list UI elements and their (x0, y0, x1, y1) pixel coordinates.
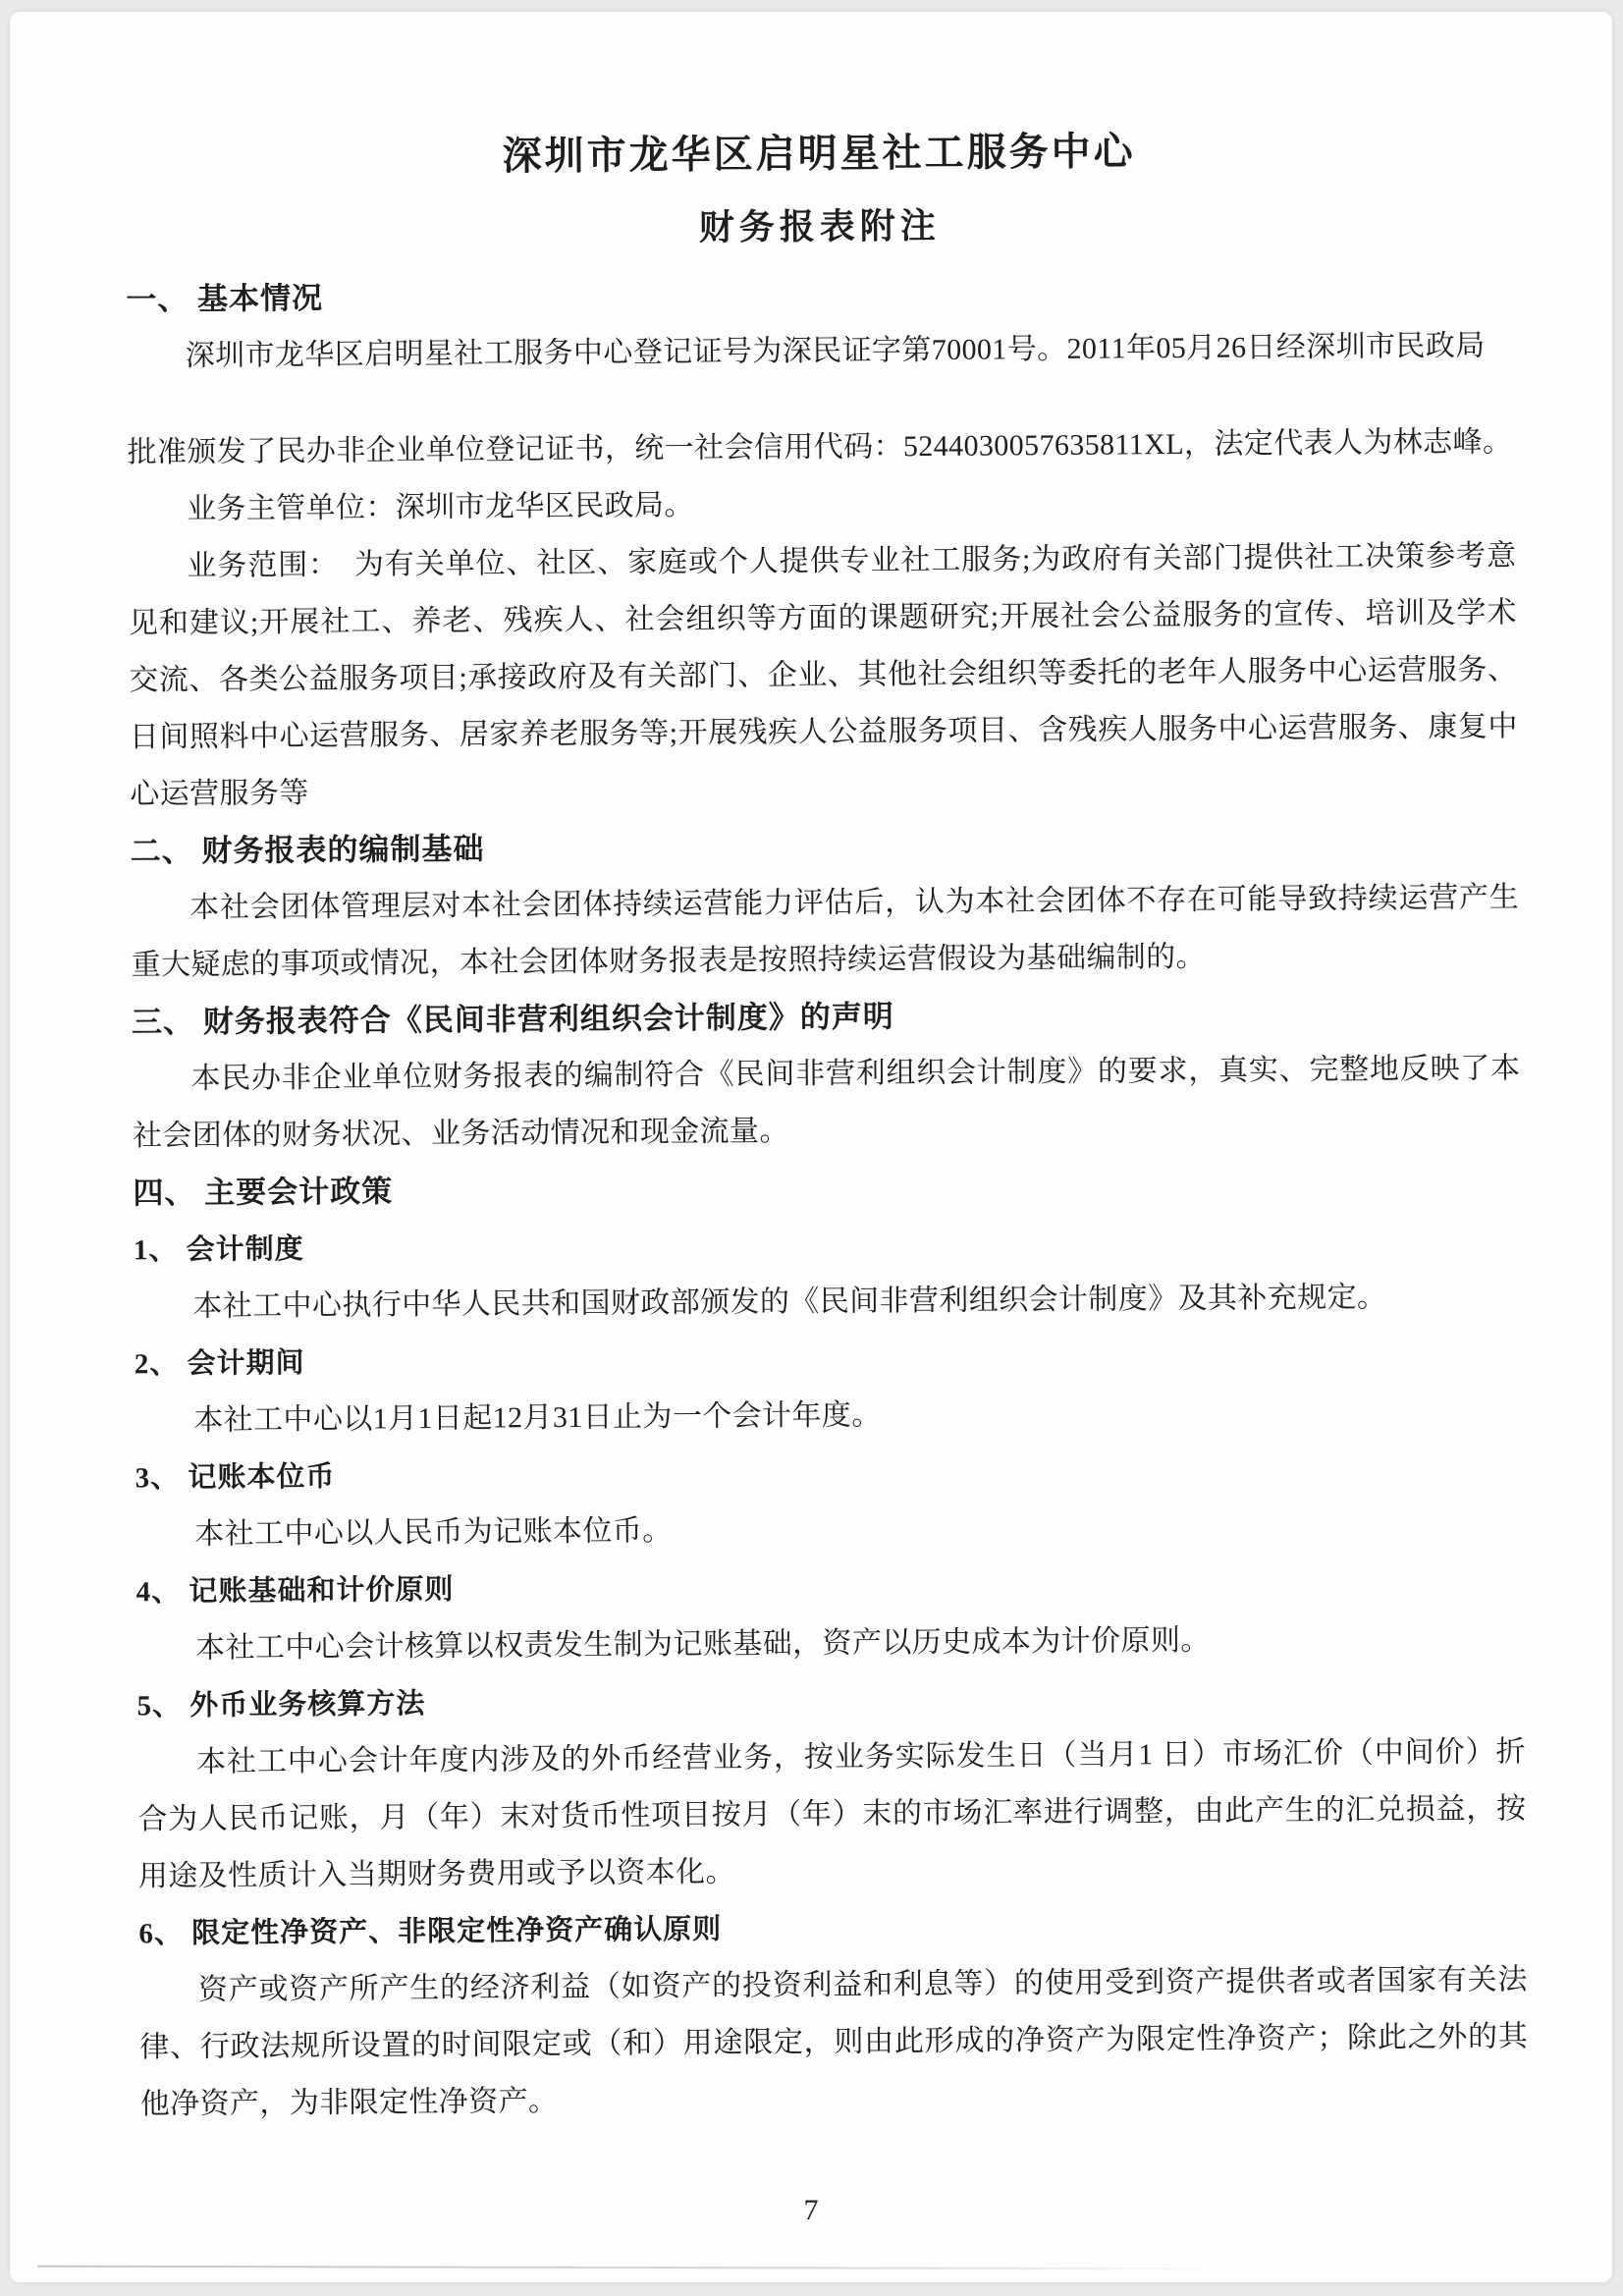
document-title: 深圳市龙华区启明星社工服务中心 (502, 129, 1136, 179)
supervisor-line: 业务主管单位：深圳市龙华区民政局。 (186, 488, 694, 525)
policy5-heading: 5、 外币业务核算方法 (136, 1688, 426, 1722)
policy1-heading: 1、 会计制度 (133, 1233, 304, 1267)
policy2-body: 本社工中心以1月1日起12月31日止为一个会计年度。 (193, 1398, 882, 1437)
registration-line1: 深圳市龙华区启明星社工服务中心登记证号为深民证字第70001号。2011年05月26日经深圳市民政局 (185, 329, 1486, 372)
business-scope-paragraph: 业务范围： 为有关单位、社区、家庭或个人提供专业社工服务;为政府有关部门提供社工决策参考意见和建议;开展社工、养老、残疾人、社会组织等方面的课题研究;开展社会公益服务的宣传、培训及学术交流、各类公益服务项目;承接政府及有关部门、企业、其他社会组织等委托的老年人服务中心运营服务、日间照料中心运营服务、居家养老服务等;开展残疾人公益服务项目、含残疾人服务中心运营服务、康复中心运营服务等 (128, 539, 1518, 811)
policy4-body: 本社工中心会计核算以权责发生制为记账基础，资产以历史成本为计价原则。 (194, 1623, 1211, 1665)
scan-artifact-line (37, 2266, 1225, 2270)
registration-continuation: 批准颁发了民办非企业单位登记证书，统一社会信用代码：5244030057635811XL，法定代表人为林志峰。 (127, 425, 1513, 469)
policy3-heading: 3、 记账本位币 (135, 1460, 336, 1495)
policy3-body: 本社工中心以人民币为记账本位币。 (194, 1514, 673, 1551)
section3-paragraph: 本民办非企业单位财务报表的编制符合《民间非营利组织会计制度》的要求，真实、完整地反映了本社会团体的财务状况、业务活动情况和现金流量。 (132, 1052, 1521, 1153)
policy1-body: 本社工中心执行中华人民共和国财政部颁发的《民间非营利组织会计制度》及其补充规定。 (192, 1281, 1387, 1323)
policy4-heading: 4、 记账基础和计价原则 (135, 1573, 455, 1609)
section1-heading: 一、 基本情况 (126, 280, 324, 317)
document-subtitle: 财务报表附注 (698, 205, 941, 247)
page-number: 7 (803, 2194, 819, 2226)
policy2-heading: 2、 会计期间 (134, 1347, 305, 1381)
section2-paragraph: 本社会团体管理层对本社会团体持续运营能力评估后，认为本社会团体不存在可能导致持续运营产生重大疑虑的事项或情况，本社会团体财务报表是按照持续运营假设为基础编制的。 (131, 881, 1520, 982)
document-page (10, 12, 1612, 2282)
policy5-body: 本社工中心会计年度内涉及的外币经营业务，按业务实际发生日（当月1 日）市场汇价（中间价）折合为人民币记账，月（年）末对货币性项目按月（年）末的市场汇率进行调整，由此产生的汇兑损益，按用途及性质计入当期财务费用或予以资本化。 (137, 1735, 1527, 1893)
section2-heading: 二、 财务报表的编制基础 (130, 831, 485, 869)
document-content (124, 7, 1529, 2133)
policy6-heading: 6、 限定性净资产、非限定性净资产确认原则 (138, 1913, 723, 1950)
policy6-body: 资产或资产所产生的经济利益（如资产的投资利益和利息等）的使用受到资产提供者或者国家有关法律、行政法规所设置的时间限定或（和）用途限定，则由此形成的净资产为限定性净资产；除此之外的其他净资产，为非限定性净资产。 (139, 1963, 1529, 2121)
section3-heading: 三、 财务报表符合《民间非营利组织会计制度》的声明 (131, 999, 894, 1040)
section4-heading: 四、 主要会计政策 (133, 1174, 394, 1211)
